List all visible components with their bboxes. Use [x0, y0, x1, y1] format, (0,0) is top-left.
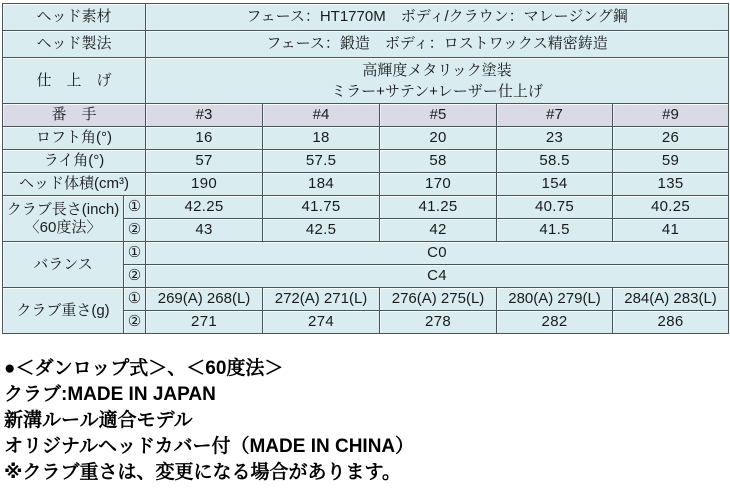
- spec-cell: 59: [613, 150, 729, 173]
- finish-line-1: 高輝度メタリック塗装: [362, 61, 512, 79]
- lie-row: [3, 150, 729, 173]
- head-material-value: フェース：HT1770M ボディ/クラウン：マレージング鋼: [146, 4, 729, 31]
- row-label-head-construction: ヘッド製法: [3, 31, 146, 58]
- spec-cell: 41.5: [497, 219, 613, 242]
- circled-number-1: ①: [124, 196, 146, 219]
- spec-cell: 284(A) 283(L): [613, 288, 729, 311]
- row-label-finish: 仕 上 げ: [3, 58, 146, 104]
- spec-cell: 272(A) 271(L): [263, 288, 380, 311]
- footnote-line: ※クラブ重さは、変更になる場合があります。: [4, 462, 401, 483]
- spec-cell: 58.5: [497, 150, 613, 173]
- column-header: #5: [380, 104, 497, 127]
- spec-cell: 190: [146, 173, 263, 196]
- row-label-club-number: 番 手: [3, 104, 146, 127]
- spec-cell: 40.75: [497, 196, 613, 219]
- club-length-row-1: [3, 196, 729, 219]
- balance-value-1: C0: [146, 242, 729, 265]
- spec-cell: 42.5: [263, 219, 380, 242]
- head-construction-value: フェース：鍛造 ボディ：ロストワックス精密鋳造: [146, 31, 729, 58]
- column-header: #3: [146, 104, 263, 127]
- spec-cell: 274: [263, 311, 380, 334]
- row-label-balance: バランス: [3, 242, 124, 288]
- circled-number-1: ①: [124, 288, 146, 311]
- spec-cell: 23: [497, 127, 613, 150]
- spec-cell: 184: [263, 173, 380, 196]
- loft-row: [3, 127, 729, 150]
- spec-cell: 41: [613, 219, 729, 242]
- spec-cell: 154: [497, 173, 613, 196]
- row-label-head-material: ヘッド素材: [3, 4, 146, 31]
- footnote-line: クラブ:MADE IN JAPAN: [4, 384, 216, 405]
- spec-cell: 43: [146, 219, 263, 242]
- spec-cell: 40.25: [613, 196, 729, 219]
- footnotes: [4, 356, 724, 486]
- finish-value: [146, 58, 729, 104]
- spec-cell: 282: [497, 311, 613, 334]
- spec-cell: 41.25: [380, 196, 497, 219]
- spec-cell: 20: [380, 127, 497, 150]
- finish-line-2: ミラー+サテン+レーザー仕上げ: [331, 82, 543, 100]
- spec-table: [2, 3, 729, 334]
- row-label-loft: ロフト角(°): [3, 127, 146, 150]
- spec-cell: 18: [263, 127, 380, 150]
- spec-cell: 41.75: [263, 196, 380, 219]
- balance-value-2: C4: [146, 265, 729, 288]
- spec-cell: 286: [613, 311, 729, 334]
- circled-number-1: ①: [124, 242, 146, 265]
- column-header: #4: [263, 104, 380, 127]
- spec-cell: 269(A) 268(L): [146, 288, 263, 311]
- finish-row: [3, 58, 729, 104]
- row-label-lie: ライ角(°): [3, 150, 146, 173]
- column-header: #9: [613, 104, 729, 127]
- spec-cell: 276(A) 275(L): [380, 288, 497, 311]
- spec-cell: 170: [380, 173, 497, 196]
- spec-cell: 135: [613, 173, 729, 196]
- row-label-club-length: [3, 196, 124, 242]
- spec-cell: 57: [146, 150, 263, 173]
- row-label-club-weight: クラブ重さ(g): [3, 288, 124, 334]
- spec-cell: 26: [613, 127, 729, 150]
- circled-number-2: ②: [124, 219, 146, 242]
- spec-cell: 16: [146, 127, 263, 150]
- spec-cell: 57.5: [263, 150, 380, 173]
- club-number-header-row: [3, 104, 729, 127]
- balance-row-1: [3, 242, 729, 265]
- head-material-row: [3, 4, 729, 31]
- footnote-line: ●＜ダンロップ式＞、＜60度法＞: [4, 358, 284, 379]
- footnote-line: オリジナルヘッドカバー付（MADE IN CHINA）: [4, 436, 415, 457]
- head-construction-row: [3, 31, 729, 58]
- club-length-label-line-1: クラブ長さ(inch): [6, 201, 120, 219]
- footnote-line: 新溝ルール適合モデル: [4, 410, 193, 431]
- circled-number-2: ②: [124, 265, 146, 288]
- club-weight-row-1: [3, 288, 729, 311]
- column-header: #7: [497, 104, 613, 127]
- club-length-label-line-2: 〈60度法〉: [24, 218, 102, 236]
- spec-cell: 278: [380, 311, 497, 334]
- spec-cell: 271: [146, 311, 263, 334]
- spec-cell: 42.25: [146, 196, 263, 219]
- spec-cell: 42: [380, 219, 497, 242]
- circled-number-2: ②: [124, 311, 146, 334]
- spec-cell: 58: [380, 150, 497, 173]
- head-volume-row: [3, 173, 729, 196]
- spec-cell: 280(A) 279(L): [497, 288, 613, 311]
- row-label-head-volume: ヘッド体積(cm³): [3, 173, 146, 196]
